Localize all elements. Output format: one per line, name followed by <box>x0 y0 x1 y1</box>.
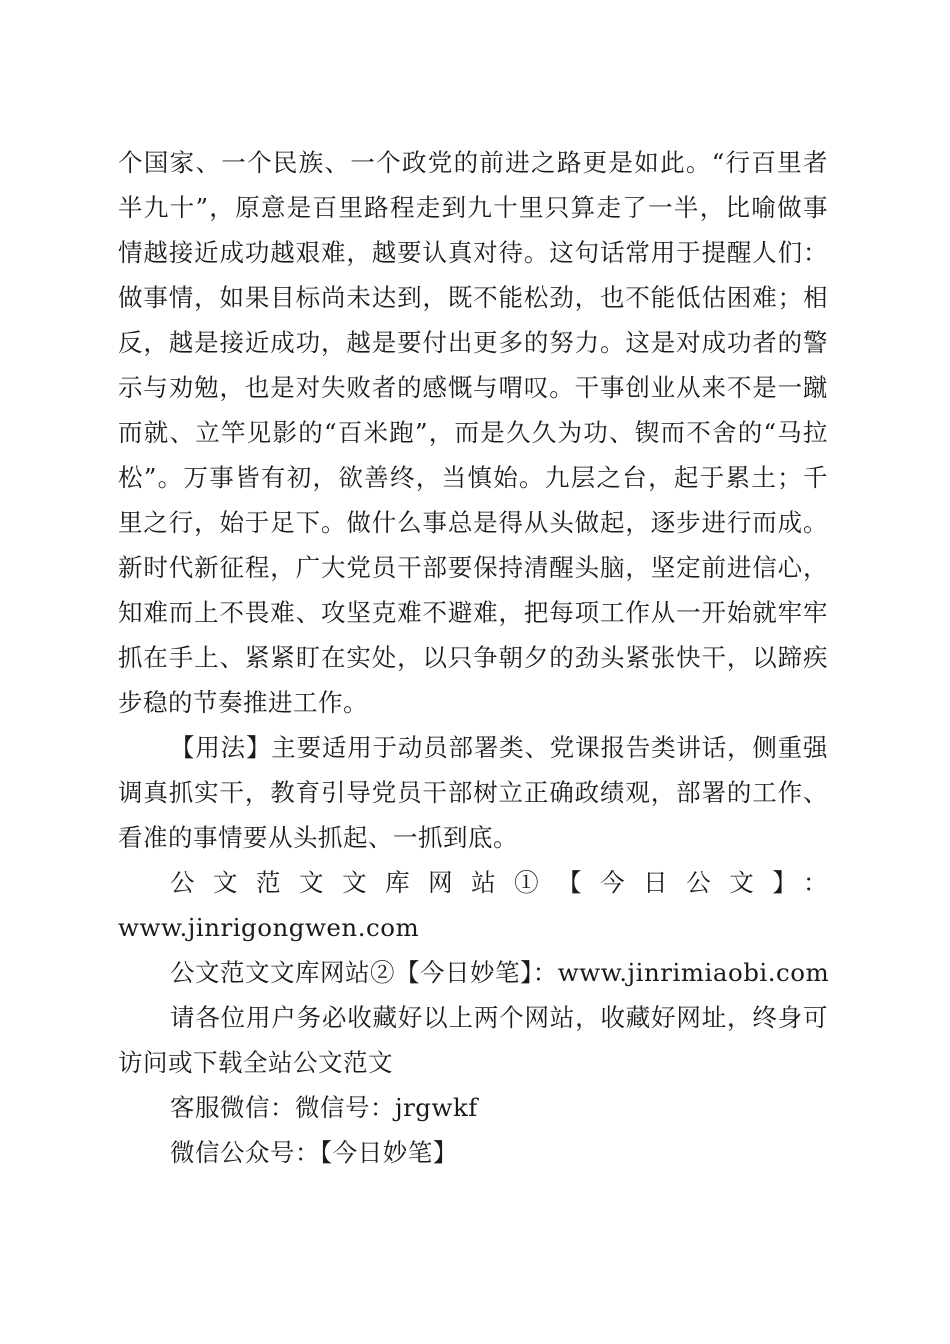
site-1-label: 公文范文文库网站①【今日公文】： <box>170 868 828 897</box>
usage-paragraph: 【用法】主要适用于动员部署类、党课报告类讲话，侧重强调真抓实干，教育引导党员干部树立正确政绩观，部署的工作、看准的事情要从头抓起、一抓到底。 <box>118 733 828 852</box>
wechat-public-line: 微信公众号：【今日妙笔】 <box>170 1138 458 1167</box>
document-page <box>118 140 828 1175</box>
notice-paragraph: 请各位用户务必收藏好以上两个网站，收藏好网址，终身可访问或下载全站公文范文 <box>118 1003 828 1077</box>
site-1-url[interactable]: www.jinrigongwen.com <box>118 913 420 942</box>
body-paragraph-1: 个国家、一个民族、一个政党的前进之路更是如此。“行百里者半九十”，原意是百里路程走到九十里只算走了一半，比喻做事情越接近成功越艰难，越要认真对待。这句话常用于提醒人们：做事情，如果目标尚未达到，既不能松劲，也不能低估困难；相反，越是接近成功，越是要付出更多的努力。这是对成功者的警示与劝勉，也是对失败者的感慨与喟叹。干事创业从来不是一蹴而就、立竿见影的“百米跑”，而是久久为功、锲而不舍的“马拉松”。万事皆有初，欲善终，当慎始。九层之台，起于累土；千里之行，始于足下。做什么事总是得从头做起，逐步进行而成。新时代新征程，广大党员干部要保持清醒头脑，坚定前进信心，知难而上不畏难、攻坚克难不避难，把每项工作从一开始就牢牢抓在手上、紧紧盯在实处，以只争朝夕的劲头紧张快干，以蹄疾步稳的节奏推进工作。 <box>118 148 828 717</box>
site-2-line[interactable]: 公文范文文库网站②【今日妙笔】：www.jinrimiaobi.com <box>170 958 830 987</box>
wechat-service-line: 客服微信：微信号：jrgwkf <box>170 1093 478 1122</box>
